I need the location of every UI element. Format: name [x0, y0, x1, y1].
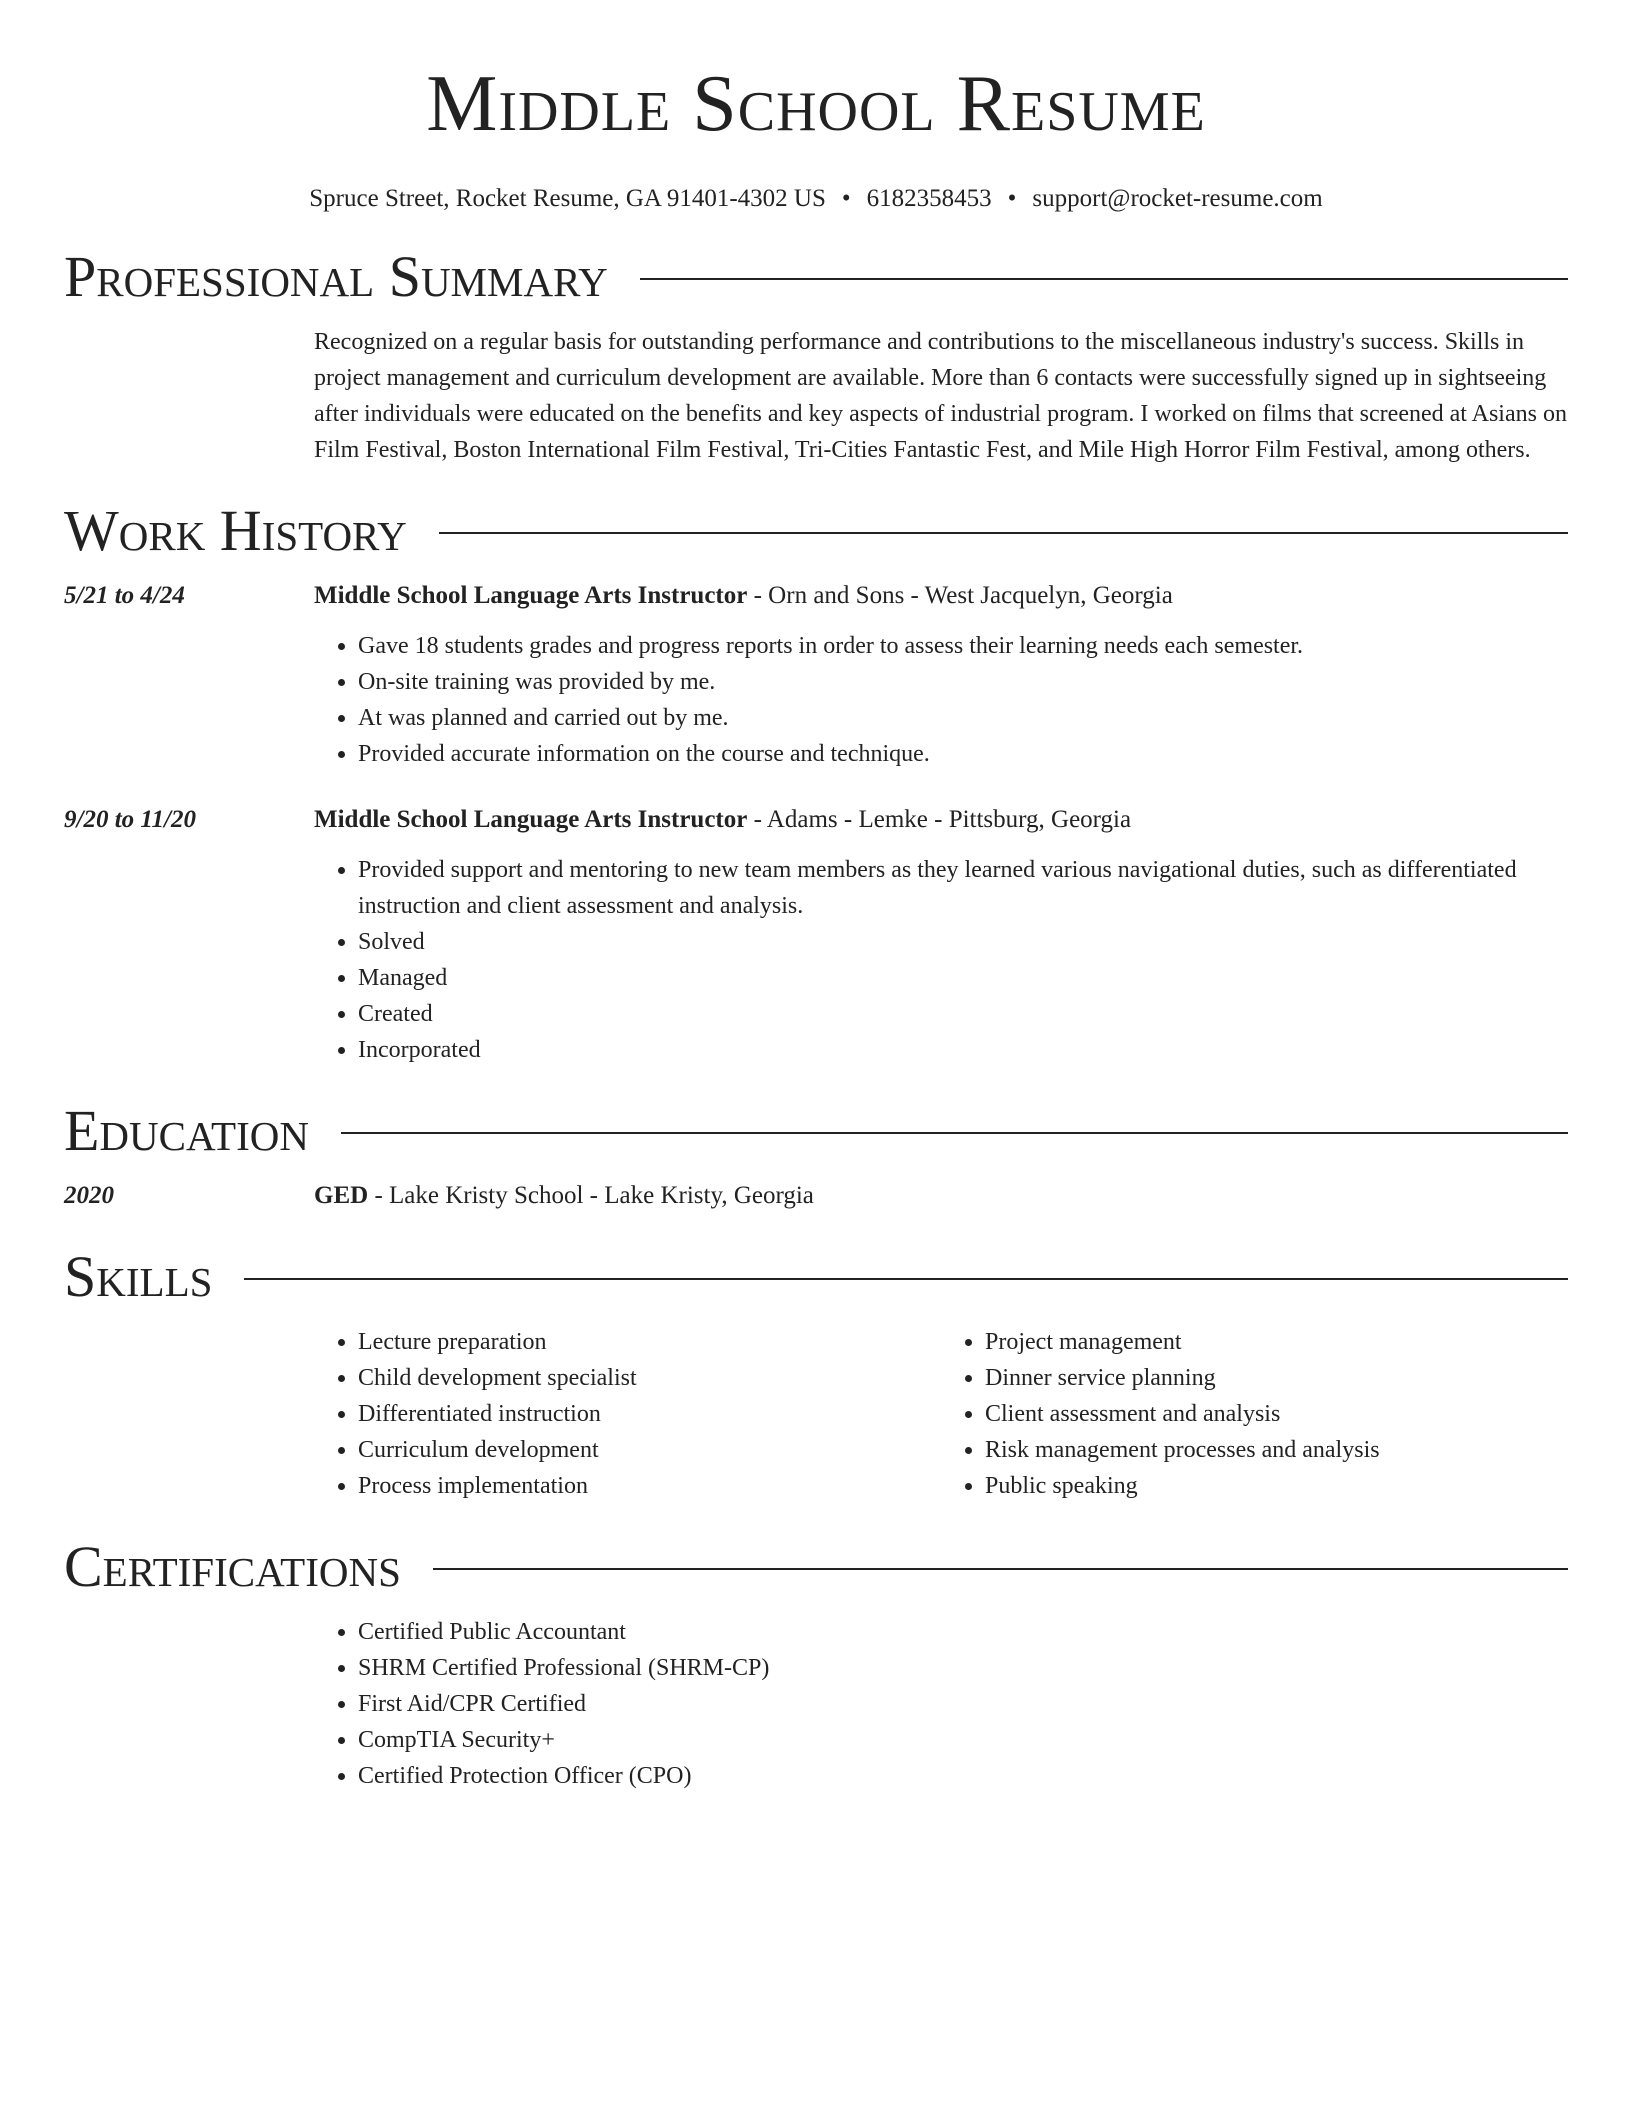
list-item: • Created: [358, 996, 1568, 1032]
certifications-spacer: [64, 1600, 314, 1794]
education-section-header: [64, 1098, 1568, 1164]
list-item: • At was planned and carried out by me.: [358, 700, 1568, 736]
job-body: [314, 802, 1568, 1068]
list-item: • SHRM Certified Professional (SHRM-CP): [358, 1650, 1568, 1686]
job-dates: 5/21 to 4/24: [64, 582, 185, 609]
job-entry: [64, 802, 1568, 1068]
list-item: • Provided accurate information on the course and technique.: [358, 736, 1568, 772]
job-bullets: [314, 852, 1568, 1068]
skills-heading: Skills: [64, 1244, 213, 1309]
list-item: • Certified Protection Officer (CPO): [358, 1758, 1568, 1794]
job-title-line: [314, 802, 1568, 838]
job-dates: 9/20 to 11/20: [64, 806, 196, 833]
summary-text: Recognized on a regular basis for outstanding performance and contributions to the miscellaneous industry's success. Skills in project management and curriculum development are available. More than 6 contacts were successfully signed up in sightseeing after individuals were educated on the benefits and key aspects of industrial program. I worked on films that screened at Asians on Film Festival, Boston International Film Festival, Tri-Cities Fantastic Fest, and Mile High Horror Film Festival, among others.: [314, 329, 1567, 463]
resume-name: Middle School Resume: [426, 60, 1206, 148]
section-divider: [244, 1278, 1568, 1280]
job-bullets: [314, 628, 1568, 772]
list-item: • Gave 18 students grades and progress reports in order to assess their learning needs each semester.: [358, 628, 1568, 664]
contact-line: [64, 184, 1568, 214]
certifications-section-header: [64, 1534, 1568, 1600]
list-item: • Certified Public Accountant: [358, 1614, 1568, 1650]
certifications-body: [314, 1600, 1568, 1794]
job-title: Middle School Language Arts Instructor: [314, 806, 748, 833]
list-item: • Differentiated instruction: [358, 1396, 941, 1432]
job-details: - Adams - Lemke - Pittsburg, Georgia: [747, 806, 1132, 833]
list-item: • Client assessment and analysis: [985, 1396, 1568, 1432]
summary-spacer: [64, 324, 314, 468]
skills-row: [64, 1310, 1568, 1504]
list-item: • Risk management processes and analysis: [985, 1432, 1568, 1468]
list-item: • Public speaking: [985, 1468, 1568, 1504]
contact-email: support@rocket-resume.com: [1032, 185, 1323, 212]
section-divider: [341, 1132, 1568, 1134]
job-title: Middle School Language Arts Instructor: [314, 582, 748, 609]
list-item: • Managed: [358, 960, 1568, 996]
list-item: • On-site training was provided by me.: [358, 664, 1568, 700]
education-year: 2020: [64, 1182, 114, 1209]
contact-phone: 6182358453: [866, 185, 992, 212]
contact-separator: •: [1007, 185, 1017, 212]
list-item: • CompTIA Security+: [358, 1722, 1568, 1758]
list-item: • Provided support and mentoring to new team members as they learned various navigational duties, such as differentiated instruction and client assessment and analysis.: [358, 852, 1568, 924]
list-item: • Solved: [358, 924, 1568, 960]
section-divider: [640, 278, 1568, 280]
certifications-row: [64, 1600, 1568, 1794]
list-item: • Process implementation: [358, 1468, 941, 1504]
education-degree: GED: [314, 1182, 369, 1209]
summary-row: [64, 324, 1568, 468]
certifications-heading: Certifications: [64, 1534, 401, 1599]
certifications-list: [314, 1614, 1568, 1794]
list-item: • First Aid/CPR Certified: [358, 1686, 1568, 1722]
summary-heading: Professional Summary: [64, 244, 608, 309]
section-divider: [433, 1568, 1568, 1570]
education-details: - Lake Kristy School - Lake Kristy, Georgia: [368, 1182, 814, 1209]
skills-list-left: [314, 1324, 941, 1504]
job-title-line: [314, 578, 1568, 614]
job-body: [314, 578, 1568, 772]
education-heading: Education: [64, 1098, 309, 1163]
list-item: • Incorporated: [358, 1032, 1568, 1068]
education-entry: [64, 1178, 1568, 1214]
list-item: • Dinner service planning: [985, 1360, 1568, 1396]
skills-section-header: [64, 1244, 1568, 1310]
list-item: • Project management: [985, 1324, 1568, 1360]
contact-separator: •: [841, 185, 851, 212]
skills-spacer: [64, 1310, 314, 1504]
contact-address: Spruce Street, Rocket Resume, GA 91401-4302 US: [309, 185, 826, 212]
section-divider: [439, 532, 1568, 534]
skills-columns: [314, 1324, 1568, 1504]
list-item: • Lecture preparation: [358, 1324, 941, 1360]
list-item: • Child development specialist: [358, 1360, 941, 1396]
skills-list-right: [941, 1324, 1568, 1504]
list-item: • Curriculum development: [358, 1432, 941, 1468]
education-line: [314, 1178, 1568, 1214]
work-section-header: [64, 498, 1568, 564]
work-heading: Work History: [64, 498, 407, 563]
job-entry: [64, 578, 1568, 772]
job-details: - Orn and Sons - West Jacquelyn, Georgia: [747, 582, 1173, 609]
summary-section-header: [64, 244, 1568, 310]
